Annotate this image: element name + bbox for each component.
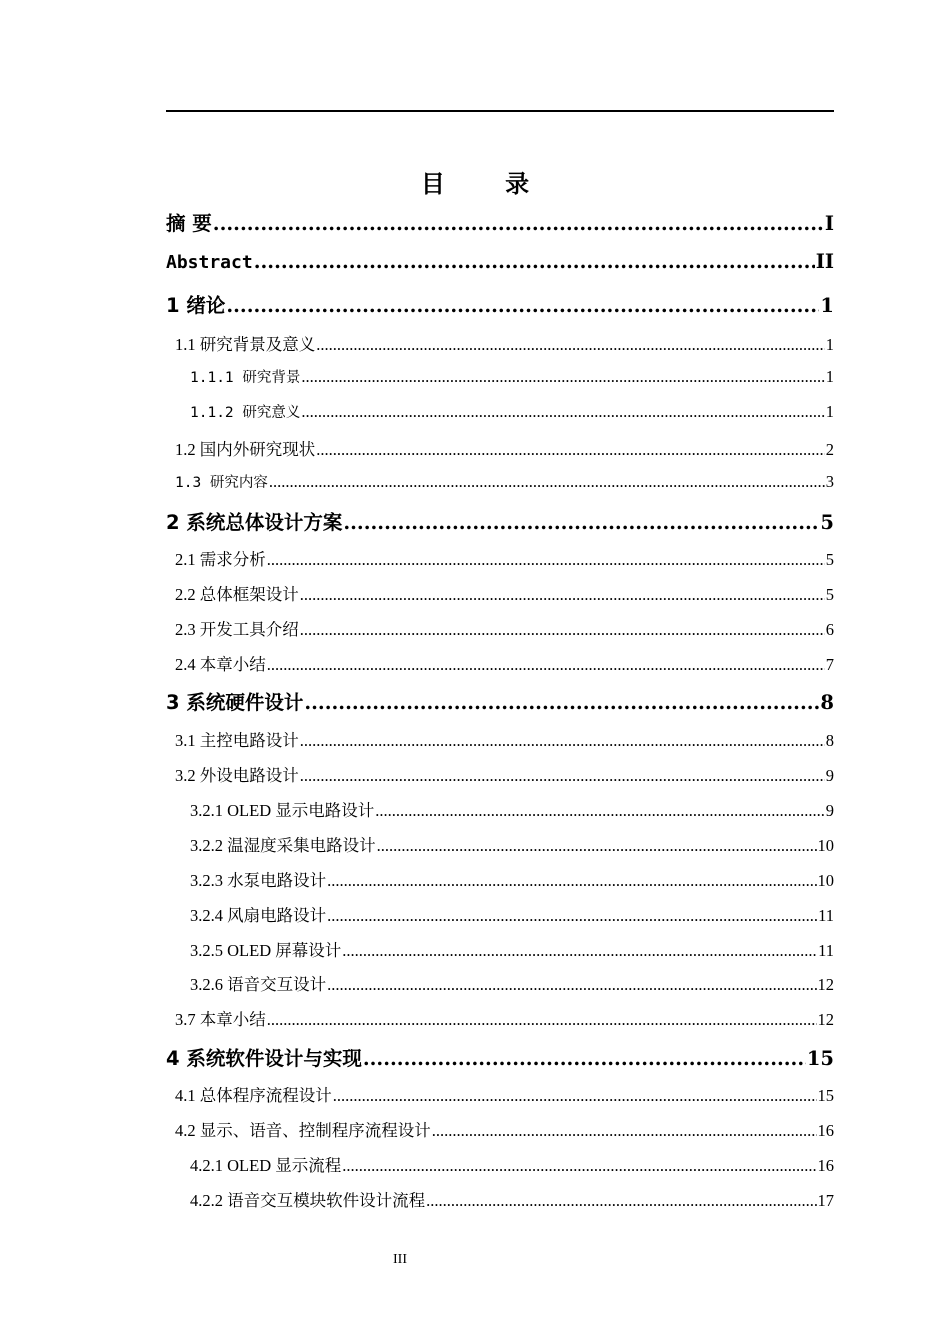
toc-label: 3.1 主控电路设计 — [175, 731, 299, 750]
toc-leader — [267, 550, 825, 570]
toc-leader — [304, 691, 819, 714]
toc-entry-2-4[interactable] — [175, 651, 834, 675]
toc-leader — [432, 1121, 817, 1141]
toc-leader — [267, 655, 825, 675]
toc-leader — [300, 585, 825, 605]
toc-entry-3-2-2[interactable] — [190, 832, 834, 856]
toc-entry-3-2-5[interactable] — [190, 937, 834, 961]
page-title: 目 录 — [420, 170, 556, 198]
toc-leader — [377, 836, 817, 856]
toc-leader — [333, 1086, 817, 1106]
toc-entry-chapter-1[interactable] — [166, 290, 834, 318]
toc-leader — [342, 941, 817, 961]
toc-entry-2-1[interactable] — [175, 546, 834, 570]
toc-entry-3-2[interactable] — [175, 762, 834, 786]
toc-leader — [327, 871, 816, 891]
toc-entry-3-2-6[interactable] — [190, 971, 834, 995]
toc-entry-abstract-en[interactable] — [166, 250, 834, 273]
toc-page: 10 — [817, 871, 834, 890]
toc-label: Abstract — [166, 252, 253, 273]
toc-label: 3.2.2 温湿度采集电路设计 — [190, 836, 376, 855]
toc-leader — [301, 402, 824, 422]
toc-page: 5 — [825, 550, 834, 569]
toc-label: 3.2.1 OLED 显示电路设计 — [190, 801, 375, 820]
toc-page: 15 — [817, 1086, 834, 1105]
toc-entry-2-2[interactable] — [175, 581, 834, 605]
toc-label: 4.2.2 语音交互模块软件设计流程 — [190, 1191, 426, 1210]
toc-leader — [226, 294, 819, 317]
toc-page: 9 — [825, 766, 834, 785]
toc-entry-4-2-2[interactable] — [190, 1187, 834, 1211]
toc-entry-3-2-1[interactable] — [190, 797, 834, 821]
toc-label: 2.2 总体框架设计 — [175, 585, 299, 604]
toc-label: 3.2.6 语音交互设计 — [190, 975, 327, 994]
toc-label: 2.1 需求分析 — [175, 550, 266, 569]
toc-page: 5 — [820, 511, 834, 534]
toc-label: 2 系统总体设计方案 — [166, 511, 343, 534]
toc-label: 3.2 外设电路设计 — [175, 766, 299, 785]
toc-page: 7 — [825, 655, 834, 674]
toc-page: 1 — [825, 402, 834, 421]
toc-page: I — [824, 212, 834, 235]
toc-page: 5 — [825, 585, 834, 604]
toc-leader — [213, 212, 824, 235]
toc-label: 1.2 国内外研究现状 — [175, 440, 316, 459]
toc-entry-1-1-1[interactable] — [190, 366, 834, 387]
toc-entry-3-1[interactable] — [175, 727, 834, 751]
toc-leader — [300, 766, 825, 786]
toc-entry-4-2[interactable] — [175, 1117, 834, 1141]
toc-entry-1-1[interactable] — [175, 331, 834, 355]
toc-page: 3 — [825, 472, 834, 491]
toc-label: 2.4 本章小结 — [175, 655, 266, 674]
toc-label: 3.7 本章小结 — [175, 1010, 266, 1029]
toc-label: 3 系统硬件设计 — [166, 691, 304, 714]
toc-page: 15 — [806, 1047, 834, 1070]
toc-entry-3-2-4[interactable] — [190, 902, 834, 926]
toc-label: 1.1 研究背景及意义 — [175, 335, 316, 354]
toc-entry-chapter-2[interactable] — [166, 507, 834, 535]
toc-leader — [300, 731, 825, 751]
toc-page: 16 — [817, 1121, 834, 1140]
toc-page: 6 — [825, 620, 834, 639]
toc-entry-3-2-3[interactable] — [190, 867, 834, 891]
toc-page: 1 — [825, 335, 834, 354]
toc-page: 12 — [817, 975, 834, 994]
toc-entry-1-2[interactable] — [175, 436, 834, 460]
toc-page: 9 — [825, 801, 834, 820]
page-number: III — [393, 1252, 407, 1267]
toc-label: 4 系统软件设计与实现 — [166, 1047, 362, 1070]
toc-entry-2-3[interactable] — [175, 616, 834, 640]
toc-entry-1-1-2[interactable] — [190, 401, 834, 422]
toc-leader — [363, 1047, 806, 1070]
toc-leader — [426, 1191, 816, 1211]
toc-entry-chapter-4[interactable] — [166, 1043, 834, 1071]
toc-page: 12 — [817, 1010, 834, 1029]
toc-page: 1 — [825, 367, 834, 386]
toc-label: 3.2.4 风扇电路设计 — [190, 906, 327, 925]
toc-entry-chapter-3[interactable] — [166, 687, 834, 715]
toc-leader — [375, 801, 825, 821]
toc-label: 4.2.1 OLED 显示流程 — [190, 1156, 342, 1175]
toc-page: 11 — [818, 906, 834, 925]
toc-page: 11 — [818, 941, 834, 960]
toc-label: 1 绪论 — [166, 294, 226, 317]
toc-leader — [342, 1156, 816, 1176]
toc-label: 3.2.3 水泵电路设计 — [190, 871, 327, 890]
toc-leader — [327, 975, 816, 995]
toc-entry-1-3[interactable] — [175, 471, 834, 492]
toc-page: 2 — [825, 440, 834, 459]
toc-entry-3-7[interactable] — [175, 1006, 834, 1030]
toc-entry-4-1[interactable] — [175, 1082, 834, 1106]
toc-page: II — [815, 250, 834, 273]
toc-leader — [343, 511, 819, 534]
header-rule — [166, 110, 834, 112]
toc-label: 1.1.1 研究背景 — [190, 370, 301, 386]
toc-leader — [300, 620, 825, 640]
toc-label: 摘 要 — [166, 212, 212, 235]
toc-page: 10 — [817, 836, 834, 855]
toc-leader — [316, 440, 825, 460]
toc-label: 1.3 研究内容 — [175, 475, 268, 491]
toc-label: 1.1.2 研究意义 — [190, 405, 301, 421]
toc-page: 16 — [817, 1156, 834, 1175]
toc-leader — [254, 250, 815, 273]
toc-leader — [327, 906, 817, 926]
toc-page: 8 — [820, 691, 834, 714]
toc-page: 8 — [825, 731, 834, 750]
toc-page: 17 — [817, 1191, 834, 1210]
toc-entry-abstract-cn[interactable] — [166, 208, 834, 236]
toc-leader — [316, 335, 825, 355]
toc-label: 2.3 开发工具介绍 — [175, 620, 299, 639]
toc-label: 4.1 总体程序流程设计 — [175, 1086, 332, 1105]
toc-leader — [267, 1010, 817, 1030]
toc-leader — [301, 367, 824, 387]
toc-leader — [269, 472, 825, 492]
toc-label: 4.2 显示、语音、控制程序流程设计 — [175, 1121, 431, 1140]
toc-label: 3.2.5 OLED 屏幕设计 — [190, 941, 342, 960]
toc-page: 1 — [820, 294, 834, 317]
toc-entry-4-2-1[interactable] — [190, 1152, 834, 1176]
